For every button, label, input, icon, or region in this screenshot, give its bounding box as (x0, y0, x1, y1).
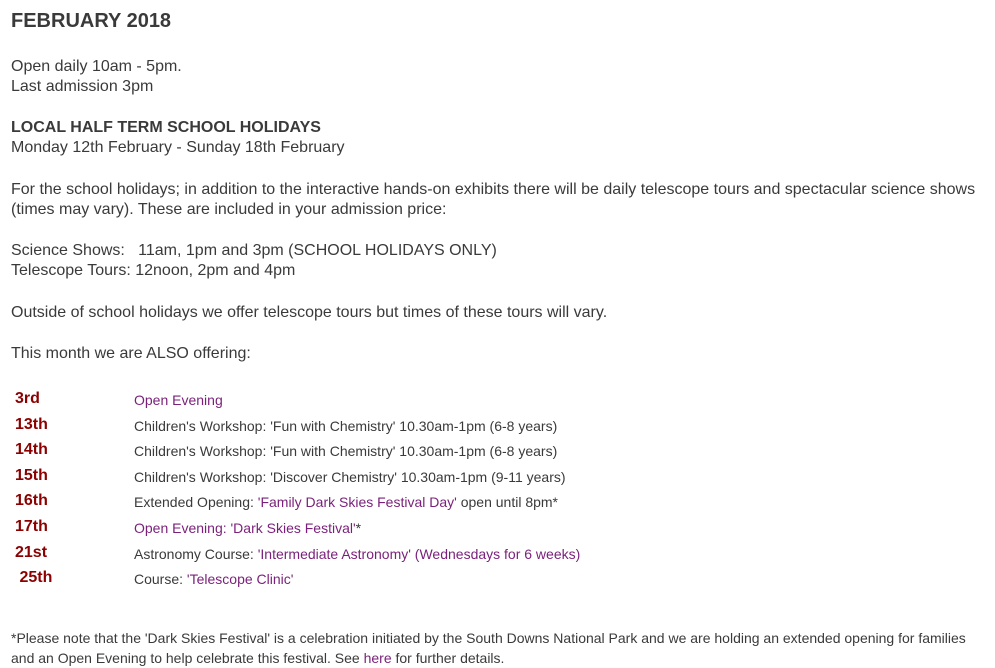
event-row (11, 490, 986, 516)
event-date: 13th (15, 415, 48, 433)
event-description (134, 467, 566, 487)
holidays-intro: For the school holidays; in addition to the interactive hands-on exhibits there will be daily telescope tours and spectacular science shows (times may vary). These are included in your admission price: (11, 181, 976, 218)
event-date: 17th (15, 517, 48, 535)
event-date: 14th (15, 441, 48, 459)
opening-hours-line: Open daily 10am - 5pm. (11, 58, 182, 75)
event-description (134, 416, 557, 436)
event-prefix: Astronomy Course: (134, 545, 258, 562)
event-row (11, 465, 986, 491)
holidays-dates: Monday 12th February - Sunday 18th February (11, 139, 345, 156)
event-link[interactable]: 'Telescope Clinic' (186, 571, 294, 588)
event-date: 3rd (15, 390, 40, 407)
event-prefix: Extended Opening: (134, 494, 258, 511)
holiday-schedule (11, 241, 497, 281)
event-row (11, 542, 986, 568)
event-suffix: open until 8pm* (456, 494, 559, 511)
science-shows-times: Science Shows: 11am, 1pm and 3pm (SCHOOL HOLIDAYS ONLY) (11, 242, 497, 259)
event-link[interactable]: Open Evening (134, 392, 223, 408)
event-date: 15th (15, 466, 48, 484)
event-date: 25th (15, 569, 53, 587)
event-row (11, 414, 986, 440)
event-row (11, 516, 986, 542)
event-description (134, 492, 558, 512)
footnote-text: *Please note that the 'Dark Skies Festival' is a celebration initiated by the South Downs National Park and we are holding an extended opening for families and an Open Evening to help celebrate this festival. See (11, 630, 966, 666)
also-offering-heading: This month we are ALSO offering: (11, 345, 251, 362)
page-title: FEBRUARY 2018 (11, 10, 172, 32)
event-prefix: Children's Workshop: 'Fun with Chemistry' 10.30am-1pm (6-8 years) (134, 443, 558, 460)
opening-hours (11, 57, 182, 97)
last-admission-line: Last admission 3pm (11, 78, 154, 95)
event-description (134, 441, 557, 461)
event-description (134, 544, 580, 564)
event-row (11, 388, 986, 414)
event-prefix: Course: (134, 571, 187, 588)
event-row (11, 567, 986, 593)
event-prefix: Children's Workshop: 'Fun with Chemistry' 10.30am-1pm (6-8 years) (134, 417, 558, 434)
footnote-here-link[interactable]: here (363, 650, 392, 666)
event-row (11, 439, 986, 465)
telescope-tours-times: Telescope Tours: 12noon, 2pm and 4pm (11, 262, 296, 279)
event-link[interactable]: 'Intermediate Astronomy' (Wednesdays for 6 weeks) (257, 545, 581, 562)
footnote-text-end: for further details. (391, 650, 505, 666)
outside-holidays-note: Outside of school holidays we offer telescope tours but times of these tours will vary. (11, 304, 608, 321)
events-list (11, 388, 986, 593)
event-description (134, 518, 361, 538)
event-link[interactable]: Open Evening: 'Dark Skies Festival' (134, 519, 356, 536)
event-suffix: * (355, 519, 362, 536)
event-date: 21st (15, 543, 48, 561)
event-prefix: Children's Workshop: 'Discover Chemistry' 10.30am-1pm (9-11 years) (134, 468, 566, 485)
holidays-heading: LOCAL HALF TERM SCHOOL HOLIDAYS (11, 119, 321, 136)
event-link[interactable]: 'Family Dark Skies Festival Day' (257, 494, 457, 511)
event-description (134, 390, 223, 410)
event-description (134, 569, 293, 589)
event-date: 16th (15, 492, 48, 510)
footnote (11, 628, 981, 668)
holidays-section (11, 118, 345, 158)
